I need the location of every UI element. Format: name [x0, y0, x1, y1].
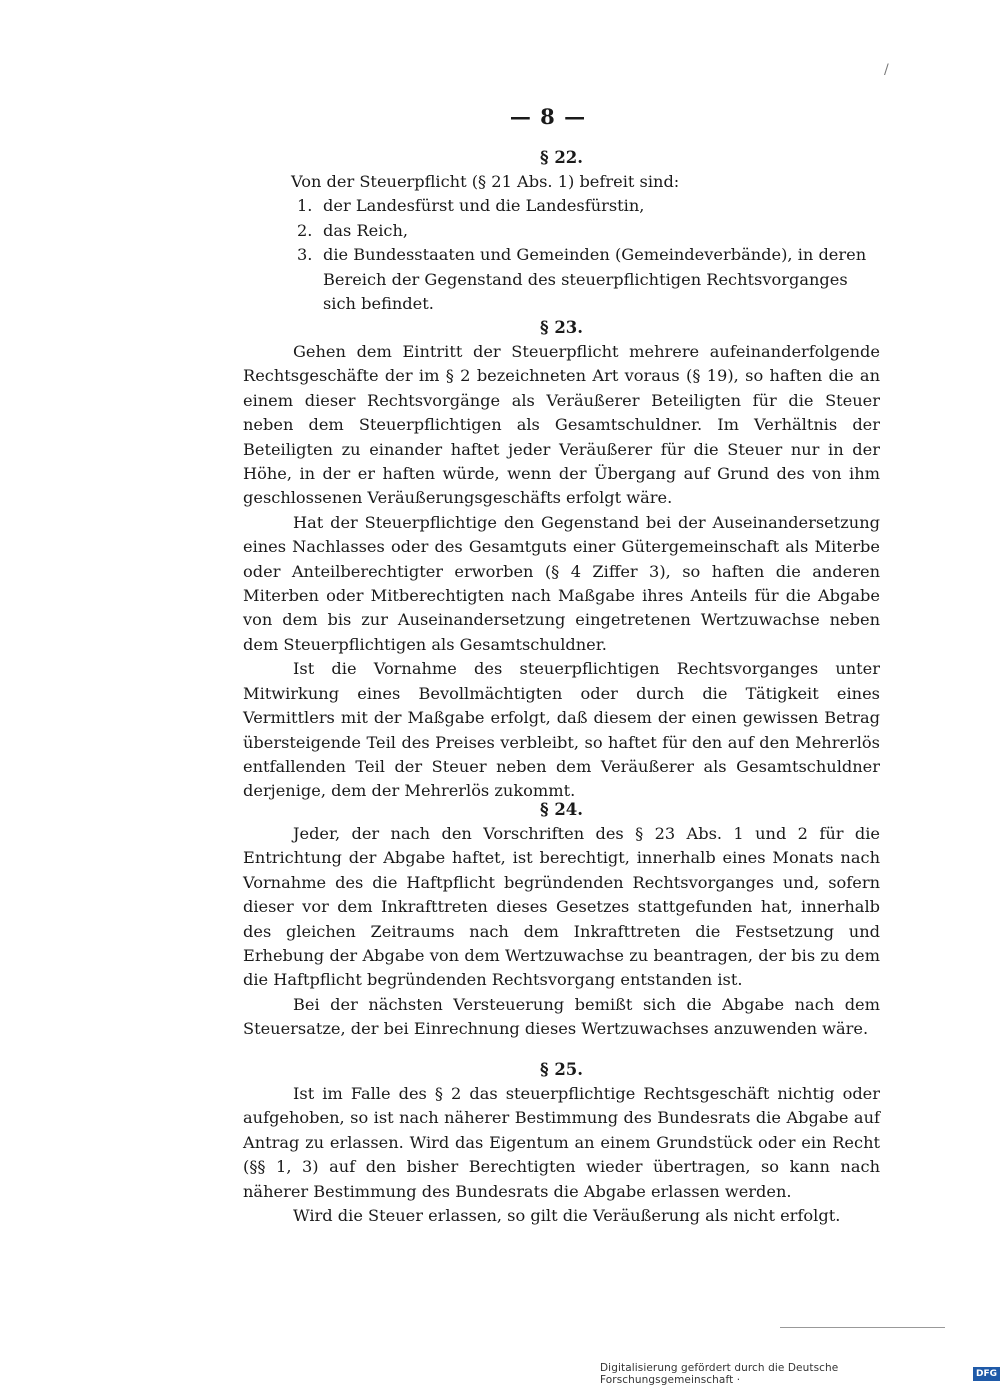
list-item-text: das Reich,: [323, 220, 409, 240]
section-heading: § 23.: [539, 318, 584, 337]
exemption-list: [243, 194, 880, 316]
footer-credit: Digitalisierung gefördert durch die Deutsche Forschungsgemeinschaft ·: [600, 1362, 839, 1386]
dfg-logo: DFG: [973, 1367, 1000, 1381]
list-item-number: 1.: [297, 196, 313, 216]
list-item: [297, 194, 880, 218]
list-item-number: 2.: [297, 220, 313, 240]
section-intro: Von der Steuerpflicht (§ 21 Abs. 1) befreit sind:: [291, 172, 680, 191]
digitization-footer: [600, 1362, 1000, 1386]
section-24: [243, 798, 880, 1042]
paragraph: Wird die Steuer erlassen, so gilt die Veräußerung als nicht erfolgt.: [293, 1206, 841, 1226]
section-23: [243, 316, 880, 804]
page-number: — 8 —: [509, 104, 587, 129]
section-25: [243, 1058, 880, 1228]
paragraph: Hat der Steuerpflichtige den Gegenstand bei der Auseinandersetzung eines Nachlasses oder des Gesamtguts einer Gütergemeinschaft als Miterbe oder Anteilberechtigter erworben (§ 4 Ziffer 3), so haften die anderen Miterben oder Mitberechtigten nach Maßgabe ihres Anteils für die Abgabe von dem bis zur Auseinandersetzung eingetretenen Wertzuwachse neben dem Steuerpflichtigen als Gesamtschuldner.: [243, 512, 880, 654]
paragraph: Jeder, der nach den Vorschriften des § 23 Abs. 1 und 2 für die Entrichtung der Abgabe haftet, ist berechtigt, innerhalb eines Monats nach Vornahme des die Haftpflicht begründenden Rechtsvorganges und, sofern dieser vor dem Inkrafttreten dieses Gesetzes stattgefunden hat, innerhalb des gleichen Zeitraums nach dem Inkrafttreten die Festsetzung und Erhebung der Abgabe von dem Wertzuwachse zu beantragen, der bis zu dem die Haftpflicht begründenden Rechtsvorgang entstanden ist.: [243, 824, 880, 990]
section-heading: § 22.: [539, 148, 584, 167]
paragraph: Ist im Falle des § 2 das steuerpflichtige Rechtsgeschäft nichtig oder aufgehoben, so ist nach näherer Bestimmung des Bundesrats die Abgabe auf Antrag zu erlassen. Wird das Eigentum an einem Grundstück oder ein Recht (§§ 1, 3) auf den bisher Berechtigten wieder übertragen, so kann nach näherer Bestimmung des Bundesrats die Abgabe erlassen werden.: [243, 1084, 880, 1201]
paragraph: Gehen dem Eintritt der Steuerpflicht mehrere aufeinanderfolgende Rechtsgeschäfte der im § 2 bezeichneten Art voraus (§ 19), so haften die an einem dieser Rechtsvorgänge als Veräußerer Beteiligten für die Steuer neben dem Steuerpflichtigen als Gesamtschuldner. Im Verhältnis der Beteiligten zu einander haftet jeder Veräußerer für die Steuer nur in der Höhe, in der er haften würde, wenn der Übergang auf Grund des von ihm geschlossenen Veräußerungsgeschäfts erfolgt wäre.: [243, 342, 880, 508]
list-item-text: die Bundesstaaten und Gemeinden (Gemeindeverbände), in deren Bereich der Gegenstand des steuerpflichtigen Rechtsvorganges sich befindet.: [323, 245, 867, 314]
list-item: [297, 219, 880, 243]
section-heading: § 24.: [539, 800, 584, 819]
list-item-number: 3.: [297, 245, 313, 265]
list-item-text: der Landesfürst und die Landesfürstin,: [323, 196, 645, 216]
paragraph: Bei der nächsten Versteuerung bemißt sich die Abgabe nach dem Steuersatze, der bei Einrechnung dieses Wertzuwachses anzuwenden wäre.: [243, 994, 880, 1039]
list-item: [297, 243, 880, 316]
footer-rule: [780, 1327, 945, 1328]
section-heading: § 25.: [539, 1060, 584, 1079]
section-22: [243, 146, 880, 316]
stray-mark: /: [884, 62, 889, 78]
paragraph: Ist die Vornahme des steuerpflichtigen Rechtsvorganges unter Mitwirkung eines Bevollmächtigten oder durch die Tätigkeit eines Vermittlers mit der Maßgabe erfolgt, daß diesem der einen gewissen Betrag übersteigende Teil des Preises verbleibt, so haftet für den auf den Mehrerlös entfallenden Teil der Steuer neben dem Veräußerer als Gesamtschuldner derjenige, dem der Mehrerlös zukommt.: [243, 659, 880, 801]
